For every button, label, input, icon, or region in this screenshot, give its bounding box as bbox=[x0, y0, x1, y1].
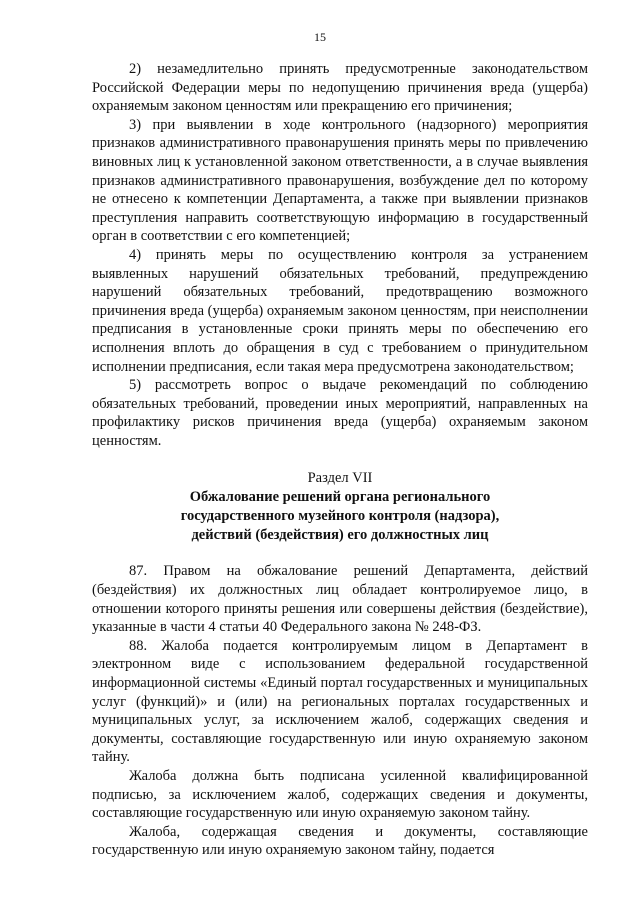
paragraph-item-2: 2) незамедлительно принять предусмотренные законодательством Российской Федерации меры по недопущению причинения вреда (ущерба) охраняемым законом ценностям или прекращению его причинения; bbox=[92, 61, 588, 115]
section-heading bbox=[92, 469, 588, 545]
paragraph-item-4: 4) принять меры по осуществлению контроля за устранением выявленных нарушений обязательных требований, предупреждению нарушений обязательных требований, предотвращению возможного причинения вреда (ущерба) охраняемым законом ценностям, при неисполнении предписания в установленные сроки принять меры по обеспечению его исполнения вплоть до обращения в суд с требованием о принудительном исполнении предписания, если такая мера предусмотрена законодательством; bbox=[92, 246, 588, 375]
paragraph-87: 87. Правом на обжалование решений Департамента, действий (бездействия) их должностных лиц обладает контролируемое лицо, в отношении которого приняты решения или совершены действия (бездействие), указанные в части 4 статьи 40 Федерального закона № 248-ФЗ. bbox=[92, 563, 588, 636]
section-body bbox=[92, 562, 588, 860]
section-title-line: Обжалование решений органа регионального bbox=[189, 489, 491, 506]
paragraph-secret-complaint: Жалоба, содержащая сведения и документы, составляющие государственную или иную охраняемую законом тайну, подается bbox=[92, 823, 588, 859]
paragraph-item-3: 3) при выявлении в ходе контрольного (надзорного) мероприятия признаков административного правонарушения принять меры по привлечению виновных лиц к установленной законом ответственности, а в случае выявления признаков административного правонарушения, возбуждение дел по которому не отнесено к компетенции Департамента, а также при выявлении признаков преступления направить соответствующую информацию в государственный орган в соответствии с его компетенцией; bbox=[92, 116, 588, 245]
section-title-line: действий (бездействия) его должностных лиц bbox=[191, 527, 489, 544]
document-body bbox=[92, 60, 588, 860]
section-title bbox=[92, 488, 588, 545]
section-label: Раздел VII bbox=[307, 470, 373, 487]
section-title-line: государственного музейного контроля (надзора), bbox=[180, 508, 500, 525]
paragraph-item-5: 5) рассмотреть вопрос о выдаче рекомендаций по соблюдению обязательных требований, проведении иных мероприятий, направленных на профилактику рисков причинения вреда (ущерба) охраняемым законом ценностям. bbox=[92, 377, 588, 449]
paragraph-88: 88. Жалоба подается контролируемым лицом в Департамент в электронном виде с использованием федеральной государственной информационной системы «Единый портал государственных и муниципальных услуг (функций)» и (или) на региональных порталах государственных и муниципальных услуг, за исключением жалоб, содержащих сведения и документы, составляющие государственную или иную охраняемую законом тайну. bbox=[92, 637, 588, 766]
paragraph-signature: Жалоба должна быть подписана усиленной квалифицированной подписью, за исключением жалоб, содержащих сведения и документы, составляющие государственную или иную охраняемую законом тайну. bbox=[92, 768, 588, 822]
page-number: 15 bbox=[314, 30, 326, 44]
